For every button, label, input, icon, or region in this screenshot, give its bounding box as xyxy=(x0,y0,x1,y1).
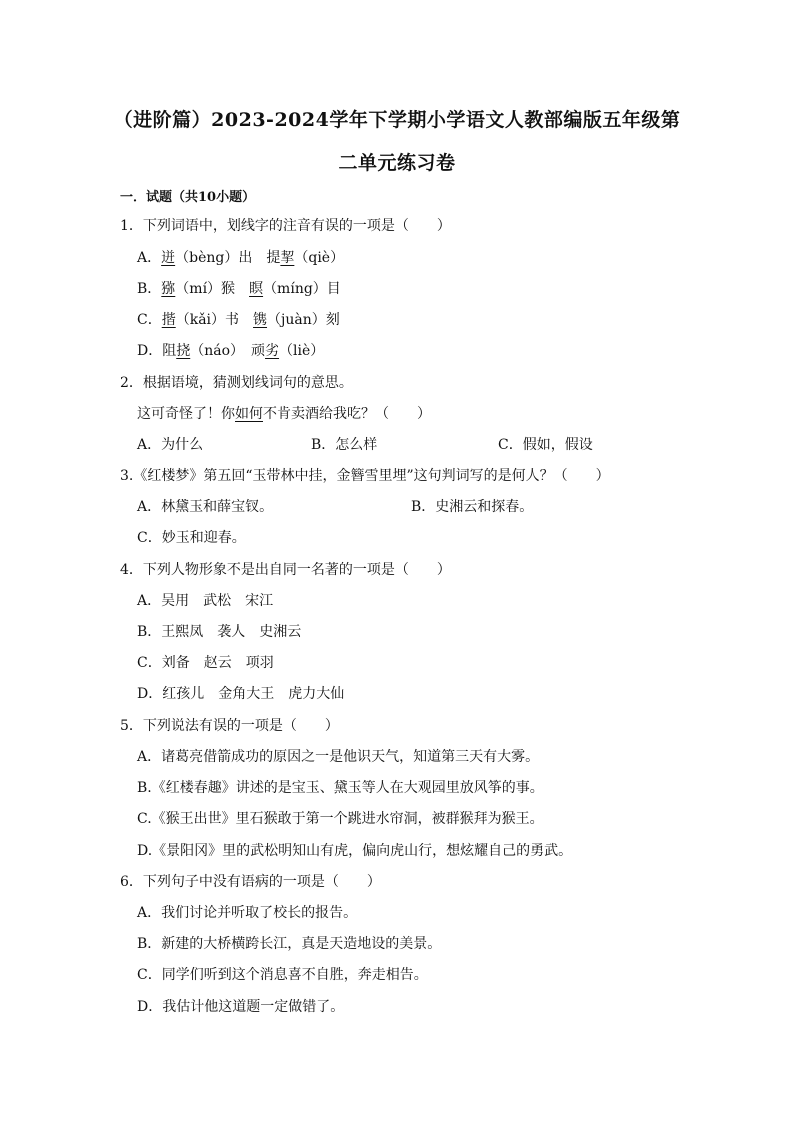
question-2-option-b: B．怎么样 xyxy=(311,437,378,453)
question-5-option-b: B.《红楼春趣》讲述的是宝玉、黛玉等人在大观园里放风筝的事。 xyxy=(137,780,544,796)
underlined-char: 镌 xyxy=(253,312,268,328)
question-4-stem: 4．下列人物形象不是出自同一名著的一项是（ ） xyxy=(120,562,451,578)
question-5-option-d: D.《景阳冈》里的武松明知山有虎，偏向虎山行，想炫耀自己的勇武。 xyxy=(137,843,573,859)
underlined-char: 挈 xyxy=(280,250,295,266)
underlined-char: 挠 xyxy=(176,343,191,359)
question-1-option-c: C．揩（kǎi）书 镌（juàn）刻 xyxy=(137,312,340,328)
underlined-char: 劣 xyxy=(265,343,280,359)
question-3-option-a: A．林黛玉和薛宝钗。 xyxy=(137,499,274,515)
underlined-char: 瞑 xyxy=(249,281,264,297)
page-title: （进阶篇）2023-2024学年下学期小学语文人教部编版五年级第 xyxy=(113,109,681,131)
question-3-stem: 3.《红楼梦》第五回“玉带林中挂，金簪雪里埋”这句判词写的是何人？（ ） xyxy=(120,468,610,484)
underlined-word: 如何 xyxy=(235,406,263,422)
question-4-option-c: C．刘备 赵云 项羽 xyxy=(137,655,274,671)
question-3-option-b: B．史湘云和探春。 xyxy=(411,499,534,515)
question-1-option-a: A．迸（bèng）出 提挈（qiè） xyxy=(137,250,345,266)
question-1-option-d: D．阻挠（náo） 顽劣（liè） xyxy=(137,343,325,359)
question-1-stem: 1．下列词语中，划线字的注音有误的一项是（ ） xyxy=(120,218,451,234)
question-5-stem: 5．下列说法有误的一项是（ ） xyxy=(120,718,339,734)
question-1-option-b: B．猕（mí）猴 瞑（míng）目 xyxy=(137,281,341,297)
question-2-sentence: 这可奇怪了！你如何不肯卖酒给我吃？（ ） xyxy=(137,406,431,422)
question-4-option-b: B．王熙凤 袭人 史湘云 xyxy=(137,624,302,640)
underlined-char: 揩 xyxy=(161,312,176,328)
question-4-option-d: D．红孩儿 金角大王 虎力大仙 xyxy=(137,686,345,702)
question-2-stem: 2．根据语境，猜测划线词句的意思。 xyxy=(120,375,353,391)
page-title-continued: 二单元练习卷 xyxy=(338,152,456,174)
question-6-option-c: C．同学们听到这个消息喜不自胜，奔走相告。 xyxy=(137,967,428,983)
question-2-option-c: C．假如，假设 xyxy=(498,437,593,453)
underlined-char: 迸 xyxy=(161,250,176,266)
question-6-stem: 6．下列句子中没有语病的一项是（ ） xyxy=(120,874,381,890)
question-6-option-d: D．我估计他这道题一定做错了。 xyxy=(137,999,345,1015)
question-3-option-c: C．妙玉和迎春。 xyxy=(137,530,246,546)
question-4-option-a: A．吴用 武松 宋江 xyxy=(137,593,274,609)
question-5-option-a: A．诸葛亮借箭成功的原因之一是他识天气，知道第三天有大雾。 xyxy=(137,749,540,765)
question-2-option-a: A．为什么 xyxy=(137,437,204,453)
underlined-char: 猕 xyxy=(161,281,176,297)
question-6-option-b: B．新建的大桥横跨长江，真是天造地设的美景。 xyxy=(137,936,442,952)
question-5-option-c: C.《猴王出世》里石猴敢于第一个跳进水帘洞，被群猴拜为猴王。 xyxy=(137,811,544,827)
section-heading: 一．试题（共10小题） xyxy=(120,190,256,205)
question-6-option-a: A．我们讨论并听取了校长的报告。 xyxy=(137,905,358,921)
